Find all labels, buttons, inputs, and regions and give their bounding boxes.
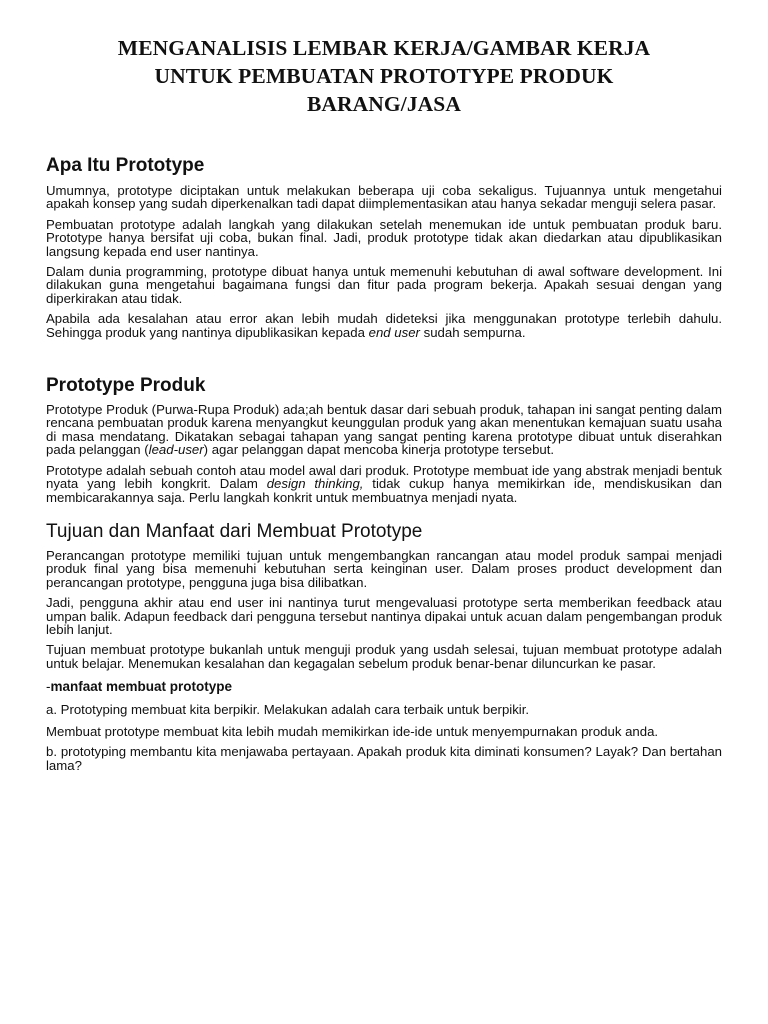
paragraph: Jadi, pengguna akhir atau end user ini nantinya turut mengevaluasi prototype serta memberikan feedback atau umpan balik. Adapun feedback dari pengguna tersebut nantinya dipakai untuk acuan dalam pengembangan produk lebih lanjut. — [46, 595, 722, 637]
paragraph: Membuat prototype membuat kita lebih mudah memikirkan ide-ide untuk menyempurnakan produk anda. — [46, 723, 659, 739]
paragraph — [46, 403, 722, 457]
subheading-dash: - — [46, 679, 51, 695]
paragraph — [46, 312, 722, 339]
section-heading: Tujuan dan Manfaat dari Membuat Prototype — [46, 520, 423, 542]
section-prototype-produk — [46, 375, 722, 504]
emphasis-text: end user — [368, 324, 420, 340]
section-tujuan-manfaat — [46, 521, 722, 772]
emphasis-text: design thinking, — [266, 476, 364, 492]
text-run: Prototype Produk (Purwa-Rupa Produk) ada;ah bentuk dasar dari sebuah produk, tahapan ini sangat penting dalam rencana pembuatan produk karena menyangkut keunggulan produk yang akan menentukan kemajuan suatu usaha di masa mendatang. Dikatakan sebagai tahapan yang sangat penting karena prototype dibuat untuk diserahkan pada pelanggan ( — [46, 402, 722, 458]
text-run: sudah sempurna. — [419, 324, 526, 340]
text-run: tidak cukup hanya memikirkan ide, mendiskusikan dan membicarakannya saja. Perlu langkah konkrit untuk membuatnya menjadi nyata. — [46, 476, 722, 505]
section-apa-itu-prototype — [46, 155, 722, 339]
section-heading: Apa Itu Prototype — [46, 155, 205, 176]
title-line-2: UNTUK PEMBUATAN PROTOTYPE PRODUK — [154, 64, 614, 88]
emphasis-text: lead-user — [148, 442, 204, 458]
paragraph: b. prototyping membantu kita menjawaba pertayaan. Apakah produk kita diminati konsumen? Layak? Dan bertahan lama? — [46, 744, 722, 773]
paragraph: Umumnya, prototype diciptakan untuk melakukan beberapa uji coba sekaligus. Tujuannya untuk mengetahui apakah konsep yang sudah diperkenalkan tadi dapat diimplementasikan atau hanya sekadar menguji selera pasar. — [46, 183, 722, 212]
text-run: Apabila ada kesalahan atau error akan lebih mudah dideteksi jika menggunakan prototype terlebih dahulu. Sehingga produk yang nantinya dipublikasikan kepada — [46, 311, 722, 340]
subheading — [46, 680, 722, 693]
subheading-text: manfaat membuat prototype — [50, 679, 233, 695]
text-run: Prototype adalah sebuah contoh atau model awal dari produk. Prototype membuat ide yang abstrak menjadi bentuk nyata yang lebih kongkrit. Dalam — [46, 462, 722, 492]
paragraph: Pembuatan prototype adalah langkah yang dilakukan setelah menemukan ide untuk pembuatan produk baru. Prototype hanya bersifat uji coba, bukan final. Jadi, produk prototype tidak akan diedarkan atau dipublikasikan langsung kepada end user nantinya. — [46, 216, 722, 259]
document-page — [46, 34, 722, 772]
paragraph: Tujuan membuat prototype bukanlah untuk menguji produk yang usdah selesai, tujuan membuat prototype adalah untuk belajar. Menemukan kesalahan dan kegagalan sebelum produk benar-benar diluncurkan ke pasar. — [46, 642, 722, 671]
paragraph: a. Prototyping membuat kita berpikir. Melakukan adalah cara terbaik untuk berpikir. — [46, 701, 530, 717]
section-heading: Prototype Produk — [46, 375, 206, 397]
text-run: ) agar pelanggan dapat mencoba kinerja prototype tersebut. — [203, 442, 555, 458]
document-title — [46, 34, 722, 118]
title-line-1: MENGANALISIS LEMBAR KERJA/GAMBAR KERJA — [117, 36, 651, 60]
title-line-3: BARANG/JASA — [306, 92, 461, 116]
paragraph — [46, 464, 722, 504]
paragraph: Perancangan prototype memiliki tujuan untuk mengembangkan rancangan atau model produk sampai menjadi produk final yang bisa memenuhi kebutuhan serta keinginan user. Dalam proses product development dan perancangan prototype, pengguna juga bisa dilibatkan. — [46, 547, 722, 590]
paragraph: Dalam dunia programming, prototype dibuat hanya untuk memenuhi kebutuhan di awal software development. Ini dilakukan guna mengetahui bagaimana fungsi dan fitur pada program bekerja. Apakah sesuai dengan yang diperkirakan atau tidak. — [46, 264, 722, 306]
